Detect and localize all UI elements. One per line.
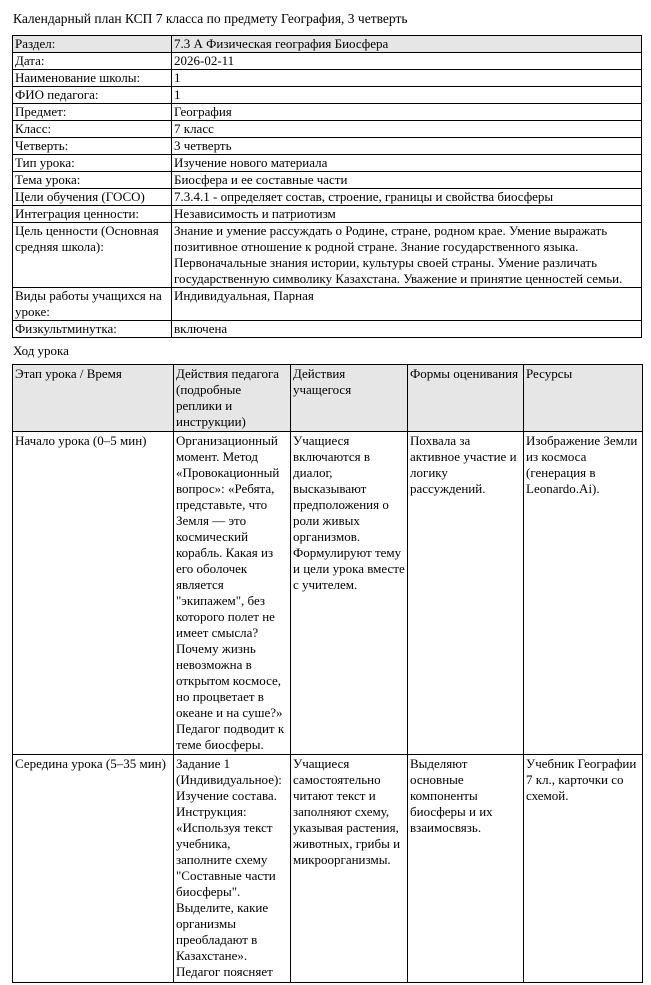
info-label: ФИО педагога: [13,87,172,104]
document-title: Календарный план КСП 7 класса по предмету География, 3 четверть [13,11,408,26]
info-label: Класс: [13,121,172,138]
info-row-lesson-type [13,155,642,172]
column-header: Формы оценивания [408,365,524,432]
info-row-quarter [13,138,642,155]
info-label: Тип урока: [13,155,172,172]
info-value: Изучение нового материала [172,155,642,172]
info-row-teacher [13,87,642,104]
info-label: Цель ценности (Основная средняя школа): [13,223,172,288]
info-value: Индивидуальная, Парная [172,288,642,321]
info-value: География [172,104,642,121]
info-value: 7.3.4.1 - определяет состав, строение, границы и свойства биосферы [172,189,642,206]
student-cell: Учащиеся самостоятельно читают текст и заполняют схему, указывая растения, животных, грибы и микроорганизмы. [291,755,408,983]
column-header: Действия учащегося [291,365,408,432]
info-label: Предмет: [13,104,172,121]
lesson-header-row [13,365,643,432]
info-row-date [13,53,642,70]
resources-cell: Изображение Земли из космоса (генерация в Leonardo.Ai). [524,432,643,755]
info-value: включена [172,321,642,338]
stage-cell: Начало урока (0–5 мин) [13,432,174,755]
table-row [13,755,643,983]
resources-cell: Учебник Географии 7 кл., карточки со схемой. [524,755,643,983]
table-row [13,432,643,755]
info-label: Виды работы учащихся на уроке: [13,288,172,321]
info-label: Тема урока: [13,172,172,189]
column-header: Этап урока / Время [13,365,174,432]
info-row-subject [13,104,642,121]
info-row-work-types [13,288,642,321]
lesson-heading: Ход урока [13,343,69,358]
teacher-cell: Организационный момент. Метод «Провокационный вопрос»: «Ребята, представьте, что Земля — это космический корабль. Какая из его оболочек является "экипажем", без которого полет не имеет смысла? Почему жизнь невозможна в открытом космосе, но процветает в океане и на суше?» Педагог подводит к теме биосферы. [174,432,291,755]
info-value: 3 четверть [172,138,642,155]
info-row-lesson-topic [13,172,642,189]
lesson-table [12,364,643,983]
column-header: Ресурсы [524,365,643,432]
info-row-physical-break [13,321,642,338]
info-value: Знание и умение рассуждать о Родине, стране, родном крае. Умение выражать позитивное отношение к родной стране. Знание государственного языка. Первоначальные знания истории, культуры своей страны. Умение различать государственную символику Казахстана. Уважение и принятие ценностей семьи. [172,223,642,288]
info-label: Четверть: [13,138,172,155]
info-value: 2026-02-11 [172,53,642,70]
info-row-school [13,70,642,87]
info-table [12,35,642,338]
assessment-cell: Выделяют основные компоненты биосферы и их взаимосвязь. [408,755,524,983]
info-row-value-integration [13,206,642,223]
stage-cell: Середина урока (5–35 мин) [13,755,174,983]
info-value: Независимость и патриотизм [172,206,642,223]
info-value: Биосфера и ее составные части [172,172,642,189]
info-value: 1 [172,87,642,104]
info-row-grade [13,121,642,138]
assessment-cell: Похвала за активное участие и логику рассуждений. [408,432,524,755]
info-label: Физкультминутка: [13,321,172,338]
info-label: Дата: [13,53,172,70]
info-value: 7 класс [172,121,642,138]
info-label: Раздел: [13,36,172,53]
info-row-objectives [13,189,642,206]
info-value: 1 [172,70,642,87]
info-value: 7.3 А Физическая география Биосфера [172,36,642,53]
info-row-section [13,36,642,53]
teacher-cell: Задание 1 (Индивидуальное): Изучение состава. Инструкция: «Используя текст учебника, заполните схему "Составные части биосферы". Выделите, какие организмы преобладают в Казахстане». Педагог поясняет [174,755,291,983]
info-label: Цели обучения (ГОСО) [13,189,172,206]
info-row-value-goal [13,223,642,288]
column-header: Действия педагога (подробные реплики и инструкции) [174,365,291,432]
info-label: Наименование школы: [13,70,172,87]
student-cell: Учащиеся включаются в диалог, высказывают предположения о роли живых организмов. Формулируют тему и цели урока вместе с учителем. [291,432,408,755]
info-label: Интеграция ценности: [13,206,172,223]
